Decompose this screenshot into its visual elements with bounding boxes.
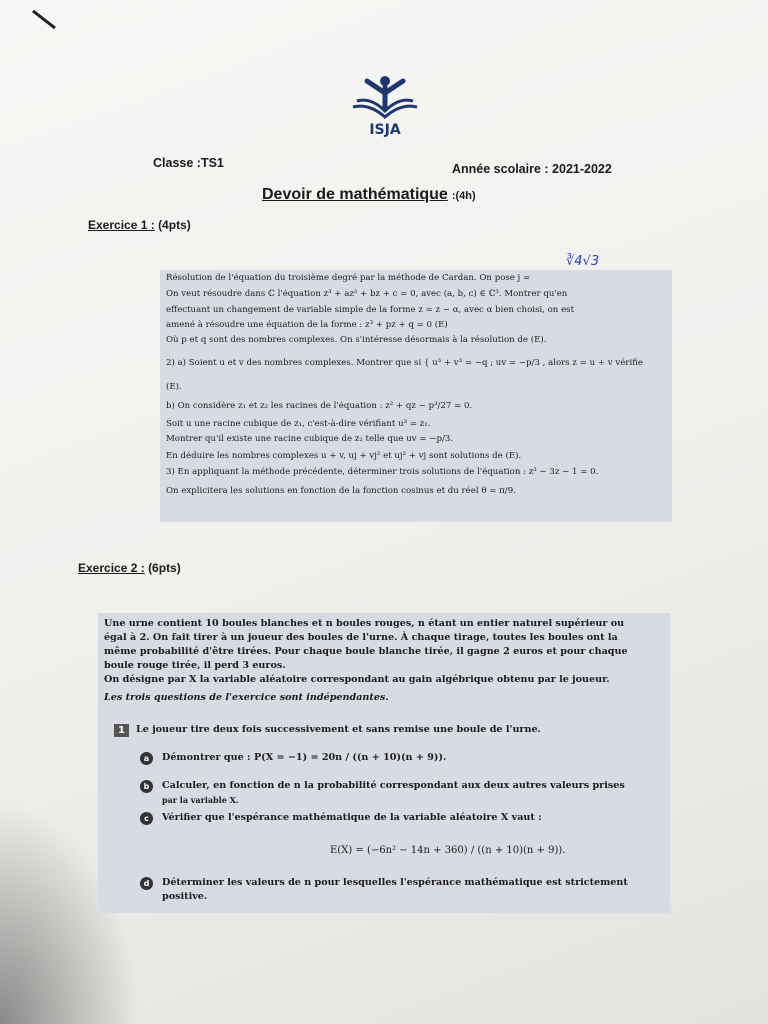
ex2-intro-line: égal à 2. On fait tirer à un joueur des boules de l'urne. À chaque tirage, toutes les boules ont la — [104, 632, 618, 643]
ex2-intro-line: On désigne par X la variable aléatoire correspondant au gain algébrique obtenu par le joueur. — [104, 674, 610, 685]
ex1-line: Soit u une racine cubique de z₁, c'est-à-dire vérifiant u³ = z₁. — [166, 419, 431, 429]
ex2-intro-line: même probabilité d'être tirées. Pour chaque boule blanche tirée, il gagne 2 euros et pour chaque — [104, 646, 628, 657]
ex1-line: En déduire les nombres complexes u + v, uj + vj² et uj² + vj sont solutions de (E). — [166, 451, 522, 461]
item-text: Calculer, en fonction de n la probabilité correspondant aux deux autres valeurs prises — [162, 780, 625, 791]
exercise1-heading — [88, 218, 191, 232]
exercise2-title: Exercice 2 : — [78, 561, 145, 575]
ex1-line: On veut résoudre dans ℂ l'équation z³ + az² + bz + c = 0, avec (a, b, c) ∈ ℂ³. Montrer qu'en — [166, 289, 568, 299]
school-year: Année scolaire : 2021-2022 — [452, 162, 612, 176]
question-1: Le joueur tire deux fois successivement et sans remise une boule de l'urne. — [136, 724, 541, 735]
duration: :(4h) — [451, 190, 476, 202]
ex1-line: amené à résoudre une équation de la forme : z³ + pz + q = 0 (E) — [166, 320, 448, 330]
expectation-formula: E(X) = (−6n² − 14n + 360) / ((n + 10)(n + 9)). — [330, 845, 566, 856]
item-marker: d — [140, 877, 153, 890]
item-text: Démontrer que : P(X = −1) = 20n / ((n + 10)(n + 9)). — [162, 752, 447, 763]
ex1-line: Résolution de l'équation du troisième degré par la méthode de Cardan. On pose j = — [166, 273, 531, 283]
exercise1-points: (4pts) — [158, 218, 191, 232]
school-logo-text: ISJA — [369, 122, 401, 138]
item-marker: a — [140, 752, 153, 765]
item-text-cont: par la variable X. — [162, 795, 239, 805]
item-marker: c — [140, 812, 153, 825]
handwritten-note: ∛4√3 — [566, 254, 600, 269]
question-number: 1 — [114, 724, 129, 737]
class-label: Classe :TS1 — [153, 156, 224, 170]
exercise2-heading — [78, 561, 181, 575]
title-text: Devoir de mathématique — [262, 186, 448, 203]
item-text: Déterminer les valeurs de n pour lesquelles l'espérance mathématique est strictement — [162, 877, 628, 888]
ex1-line: 2) a) Soient u et v des nombres complexes. Montrer que si { u³ + v³ = −q ; uv = −p/3 , alors z = u + v vérifie — [166, 358, 644, 368]
ex1-line: Montrer qu'il existe une racine cubique de z₂ telle que uv = −p/3. — [166, 434, 454, 444]
item-marker: b — [140, 780, 153, 793]
ex1-line: On explicitera les solutions en fonction de la fonction cosinus et du réel θ = π/9. — [166, 486, 516, 496]
item-text-cont: positive. — [162, 891, 208, 902]
exercise2-points: (6pts) — [148, 561, 181, 575]
ex1-line: Où p et q sont des nombres complexes. On s'intéresse désormais à la résolution de (E). — [166, 335, 547, 345]
ex1-line: 3) En appliquant la méthode précédente, déterminer trois solutions de l'équation : z³ − 3z − 1 = 0. — [166, 467, 599, 477]
exercise1-title: Exercice 1 : — [88, 218, 155, 232]
page-title — [262, 186, 476, 204]
ex1-line: b) On considère z₁ et z₂ les racines de l'équation : z² + qz − p³/27 = 0. — [166, 401, 473, 411]
ex2-intro-line: Une urne contient 10 boules blanches et n boules rouges, n étant un entier naturel supérieur ou — [104, 618, 625, 629]
ex1-line: effectuant un changement de variable simple de la forme z = z − α, avec α bien choisi, on est — [166, 305, 575, 315]
ex2-intro-line: boule rouge tirée, il perd 3 euros. — [104, 660, 286, 671]
ex1-line: (E). — [166, 382, 182, 392]
ex2-intro-line: Les trois questions de l'exercice sont indépendantes. — [104, 692, 389, 703]
item-text: Vérifier que l'espérance mathématique de la variable aléatoire X vaut : — [162, 812, 542, 823]
